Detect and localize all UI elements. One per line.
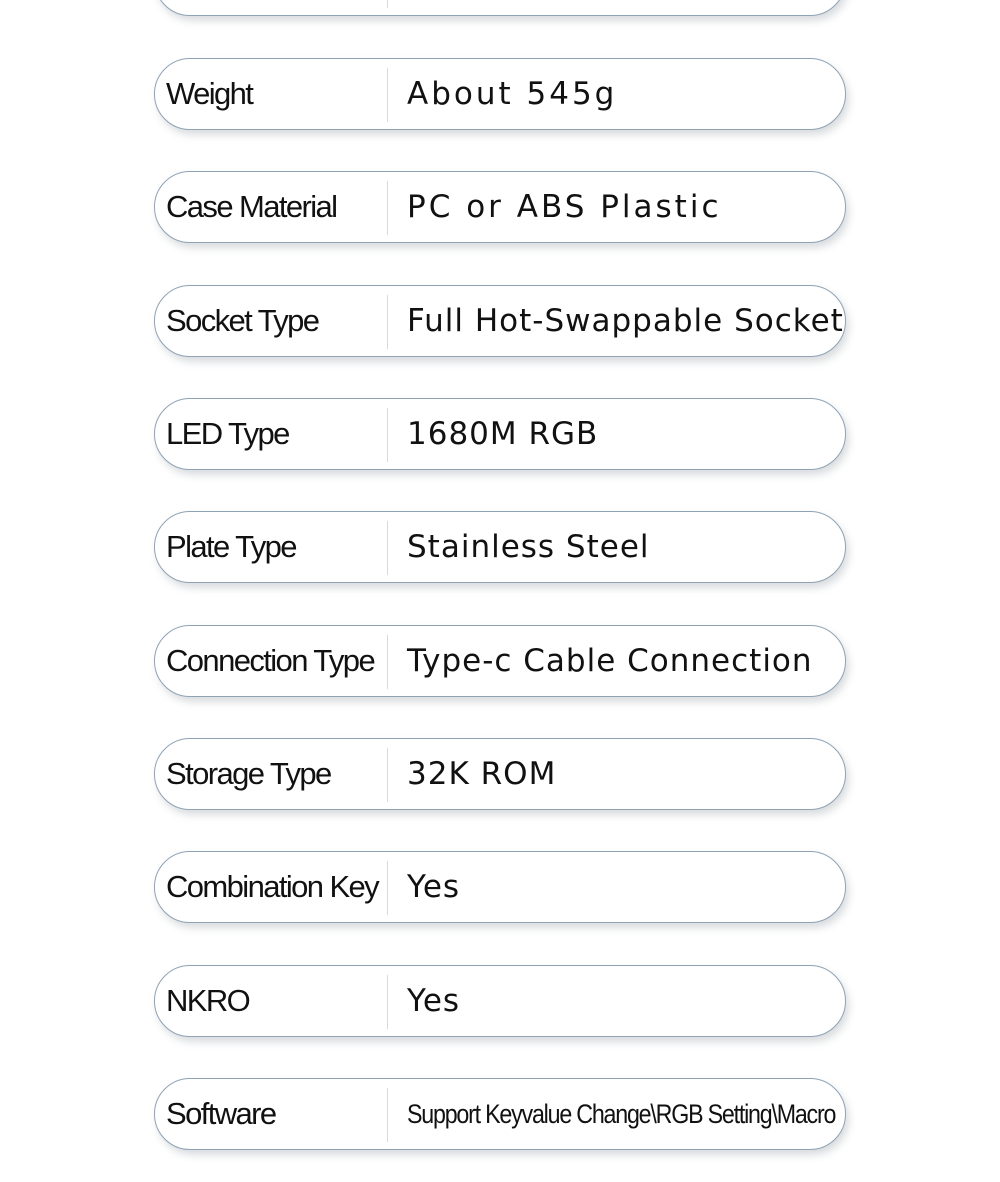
spec-value-weight: About 545g (407, 76, 618, 112)
spec-label-weight: Weight (166, 76, 253, 111)
spec-value-socket-type: Full Hot-Swappable Socket (407, 303, 844, 339)
spec-row-led-type (154, 398, 846, 470)
spec-value-storage-type: 32K ROM (407, 756, 557, 792)
spec-label-connection-type: Connection Type (166, 643, 375, 678)
row-divider (387, 68, 388, 122)
spec-value-nkro: Yes (407, 983, 461, 1019)
spec-value-combination-key: Yes (407, 869, 461, 905)
row-divider (387, 408, 388, 462)
spec-value-case-material: PC or ABS Plastic (407, 189, 722, 225)
spec-row-partial (154, 0, 846, 16)
spec-label (166, 0, 391, 15)
spec-label-storage-type: Storage Type (166, 756, 331, 791)
spec-row-combination-key (154, 851, 846, 923)
spec-row-nkro (154, 965, 846, 1037)
spec-row-socket-type (154, 285, 846, 357)
spec-label-nkro: NKRO (166, 983, 250, 1018)
row-divider (387, 748, 388, 802)
spec-label-combination-key: Combination Key (166, 869, 379, 904)
spec-value-software: Support Keyvalue Change\RGB Setting\Macro (407, 1098, 836, 1129)
row-divider (387, 975, 388, 1029)
spec-value-plate-type: Stainless Steel (407, 529, 650, 565)
row-divider (387, 521, 388, 575)
row-divider (387, 295, 388, 349)
spec-value-led-type: 1680M RGB (407, 416, 599, 452)
spec-value (407, 0, 845, 15)
row-divider (387, 635, 388, 689)
spec-row-plate-type (154, 511, 846, 583)
spec-label-software: Software (166, 1096, 276, 1131)
spec-row-connection-type (154, 625, 846, 697)
spec-row-case-material (154, 171, 846, 243)
spec-label-plate-type: Plate Type (166, 529, 296, 564)
spec-value-connection-type: Type-c Cable Connection (407, 643, 813, 679)
row-divider (387, 181, 388, 235)
spec-label-socket-type: Socket Type (166, 303, 319, 338)
spec-label-led-type: LED Type (166, 416, 289, 451)
row-divider (387, 861, 388, 915)
row-divider (387, 0, 388, 8)
spec-row-weight (154, 58, 846, 130)
spec-row-storage-type (154, 738, 846, 810)
spec-label-case-material: Case Material (166, 189, 337, 224)
row-divider (387, 1088, 388, 1142)
spec-row-software (154, 1078, 846, 1150)
